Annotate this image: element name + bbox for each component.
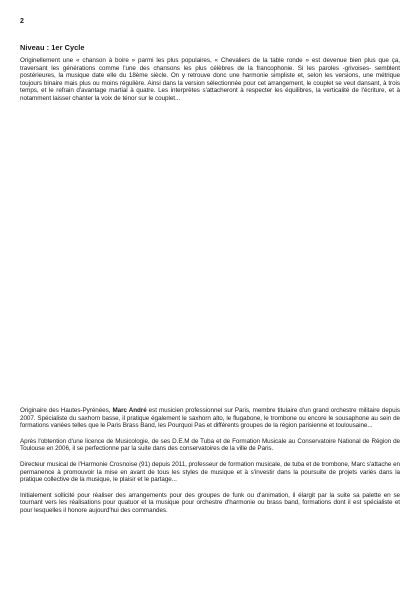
biography-section [20,407,400,523]
bio-text-after-name: est musicien professionnel sur Paris, membre titulaire d'un grand orchestre militaire depuis 2007. Spécialiste du saxhorn basse, il pratique également le saxhorn alto, le flugabone, le trombone ou encore le sousaphone au sein de formations variées telles que le Paris Brass Band, les Pourquoi Pas et différents groupes de la région parisienne et toulousaine... [20,407,401,430]
bio-paragraph-education: Après l'obtention d'une licence de Musicologie, de ses D.E.M de Tuba et de Formation Musicale au Conservatoire National de Région de Toulouse en 2006, il se perfectionne par la suite dans des conservatoires de la ville de Paris. [20,437,400,453]
bio-paragraph-arrangements: Initialement sollicité pour réaliser des arrangements pour des groupes de funk ou d'animation, il élargit par la suite sa palette en se tournant vers les réalisations pour quatuor et la musique pour orchestre d'harmonie ou brass band, formations dont il est spécialiste et pour lesquelles il honore aujourd'hui des commandes. [20,491,400,514]
bio-paragraph-origin [20,407,400,430]
bio-paragraph-career: Directeur musical de l'Harmonie Crosnoise (91) depuis 2011, professeur de formation musicale, de tuba et de trombone, Marc s'attache en permanence à promouvoir la mise en avant de tous les styles de musique et à s'investir dans la poursuite de projets variés dans la pratique collective de la musique, le plaisir et le partage... [20,460,400,484]
bio-text-before-name: Originaire des Hautes-Pyrénées, [20,407,113,414]
intro-paragraph: Originellement une « chanson à boire » parmi les plus populaires, « Chevaliers de la table ronde » est devenue bien plus que ça, traversant les générations comme l'une des chansons les plus célèbres de la francophonie. Si les paroles -grivoises- semblent postérieures, la musique date elle du 18ème siècle. On y retrouve donc une harmonie simpliste et, selon les versions, une métrique toujours binaire mais plus ou moins régulière. Ainsi dans la version sélectionnée pour cet arrangement, le couplet se veut dansant, à trois temps, et le refrain d'avantage martial à quatre. Les interprètes s'attacheront à respecter les équilibres, la verticalité de l'écriture, et à notamment laisser chanter la voix de ténor sur le couplet... [20,57,400,102]
page-number: 2 [20,18,24,25]
author-name: Marc André [112,407,147,414]
level-title: Niveau : 1er Cycle [20,43,85,52]
